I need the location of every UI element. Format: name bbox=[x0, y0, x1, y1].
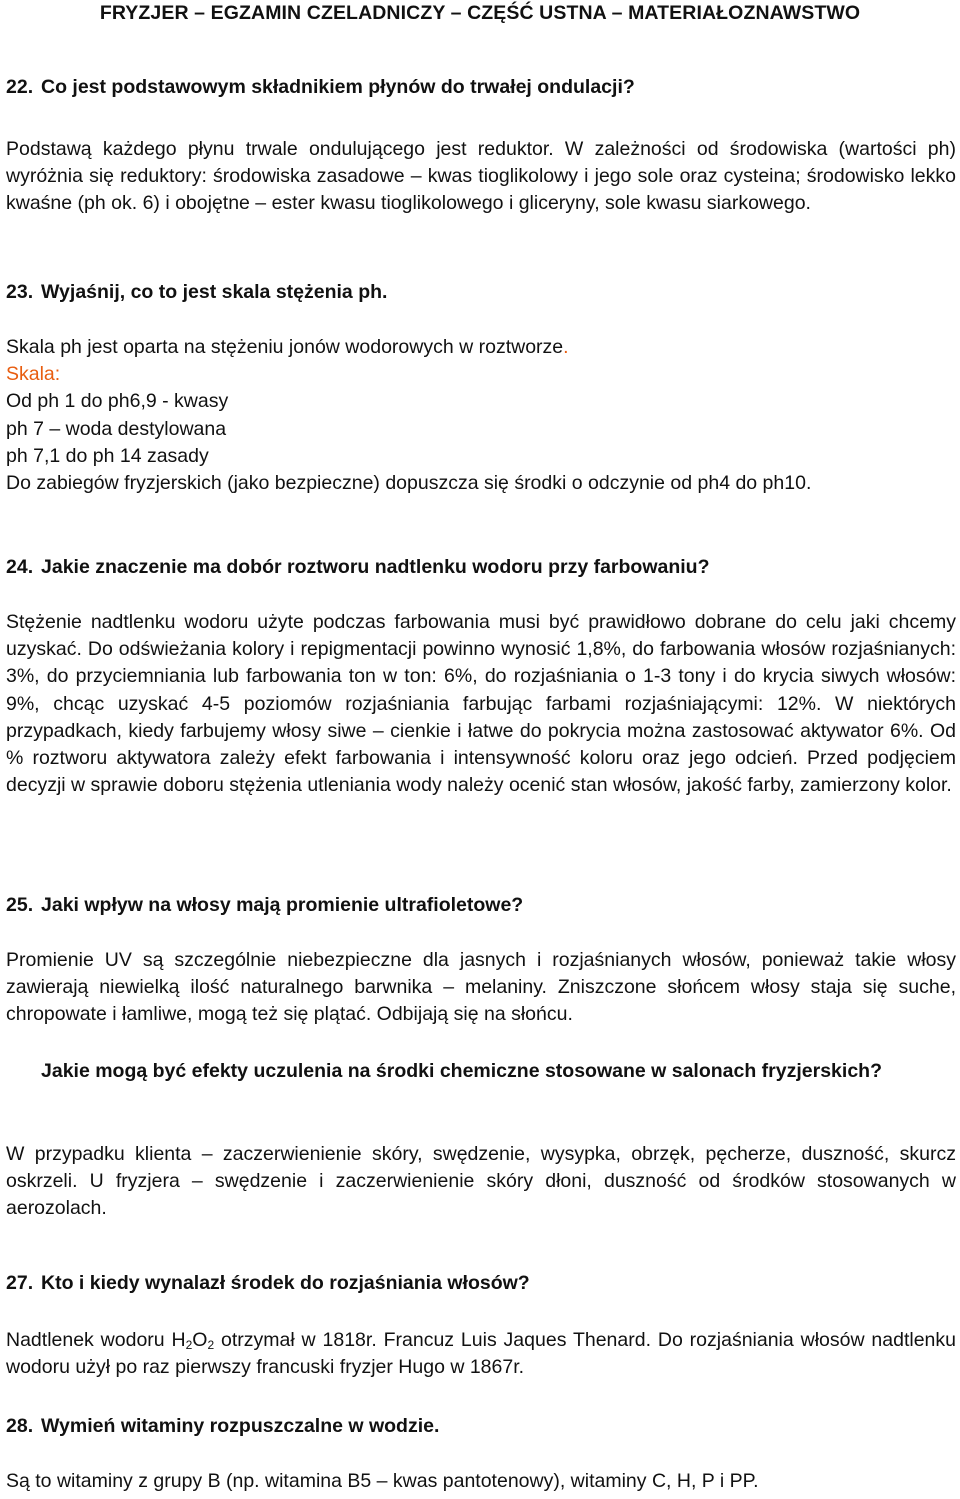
question-text: Wyjaśnij, co to jest skala stężenia ph. bbox=[41, 281, 388, 303]
page-header: FRYZJER – EGZAMIN CZELADNICZY – CZĘŚĆ USTNA – MATERIAŁOZNAWSTWO bbox=[99, 2, 861, 24]
orange-dot: . bbox=[563, 336, 569, 358]
scale-item-acid: Od ph 1 do ph6,9 - kwasy bbox=[6, 390, 229, 413]
question-number: 28. bbox=[6, 1415, 34, 1437]
question-23 bbox=[6, 279, 956, 306]
question-number: 22. bbox=[6, 76, 34, 98]
question-text: Jakie mogą być efekty uczulenia na środki chemiczne stosowane w salonach fryzjerskich? bbox=[41, 1060, 882, 1082]
answer-intro: Skala ph jest oparta na stężeniu jonów wodorowych w roztworze. bbox=[6, 336, 569, 358]
answer-23 bbox=[6, 334, 956, 497]
answer-24: Stężenie nadtlenku wodoru użyte podczas farbowania musi być prawidłowo dobrane do celu jaki chcemy uzyskać. Do odświeżania kolory i repigmentacji powinno wynosić 1,8%, do farbowania włosów rozjaśnianych: 3%, do przyciemniania lub farbowania ton w ton: 6%, do rozjaśniania o 1-3 tony i do krycia siwych włosów: 9%, chcąc uzyskać 4-5 poziomów rozjaśniania farbując farbami rozjaśniającymi: 12%. W niektórych przypadkach, kiedy farbujemy włosy siwe – cienkie i łatwe do pokrycia można zastosować aktywator 6%. Od % roztworu aktywatora zależy efekt farbowania i intensywność koloru oraz jego odcień. Przed podjęciem decyzji w sprawie doboru stężenia utleniania wody należy ocenić stan włosów, jakość farby, zamierzony kolor. bbox=[6, 611, 956, 797]
answer-26: W przypadku klienta – zaczerwienienie skóry, swędzenie, wysypka, obrzęk, pęcherze, duszność, skurcz oskrzeli. U fryzjera – swędzenie i zaczerwienienie skóry dłoni, duszność od środków stosowanych w aerozolach. bbox=[6, 1143, 956, 1220]
scale-note: Do zabiegów fryzjerskich (jako bezpieczne) dopuszcza się środki o odczynie od ph4 do ph10. bbox=[6, 472, 812, 495]
question-text: Kto i kiedy wynalazł środek do rozjaśniania włosów? bbox=[41, 1272, 530, 1294]
question-text: Jaki wpływ na włosy mają promienie ultrafioletowe? bbox=[41, 894, 524, 916]
answer-22: Podstawą każdego płynu trwale ondulującego jest reduktor. W zależności od środowiska (wartości ph) wyróżnia się reduktory: środowiska zasadowe – kwas tioglikolowy i jego sole oraz cysteina; środowisko lekko kwaśne (ph ok. 6) i obojętne – ester kwasu tioglikolowego i gliceryny, sole kwasu siarkowego. bbox=[6, 138, 956, 215]
question-number: 23. bbox=[6, 281, 34, 303]
question-27 bbox=[6, 1270, 956, 1297]
question-text: Wymień witaminy rozpuszczalne w wodzie. bbox=[41, 1415, 440, 1437]
answer-25: Promienie UV są szczególnie niebezpieczne dla jasnych i rozjaśnianych włosów, ponieważ takie włosy zawierają niewielką ilość naturalnego barwnika – melaniny. Zniszczone słońcem włosy staja się suche, chropowate i łamliwe, mogą też się plątać. Odbijają się na słońcu. bbox=[6, 949, 956, 1026]
question-number: 25. bbox=[6, 894, 34, 916]
scale-item-neutral: ph 7 – woda destylowana bbox=[6, 417, 227, 440]
question-28 bbox=[6, 1413, 956, 1440]
question-26 bbox=[6, 1058, 956, 1085]
question-24 bbox=[6, 554, 956, 581]
question-22 bbox=[6, 74, 956, 101]
question-25 bbox=[6, 892, 956, 919]
question-number: 27. bbox=[6, 1272, 34, 1294]
question-text: Co jest podstawowym składnikiem płynów do trwałej ondulacji? bbox=[41, 76, 635, 98]
question-number: 24. bbox=[6, 556, 34, 578]
scale-label: Skala: bbox=[6, 363, 61, 386]
question-text: Jakie znaczenie ma dobór roztworu nadtlenku wodoru przy farbowaniu? bbox=[41, 556, 710, 578]
scale-item-alkaline: ph 7,1 do ph 14 zasady bbox=[6, 444, 209, 467]
question-number bbox=[6, 1058, 41, 1085]
answer-28: Są to witaminy z grupy B (np. witamina B5 – kwas pantotenowy), witaminy C, H, P i PP. bbox=[6, 1470, 759, 1492]
answer-27: Nadtlenek wodoru $H_2O_2$ otrzymał w 1818r. Francuz Luis Jaques Thenard. Do rozjaśniania włosów nadtlenku wodoru użył po raz pierwszy francuski fryzjer Hugo w 1867r. bbox=[6, 1329, 956, 1379]
